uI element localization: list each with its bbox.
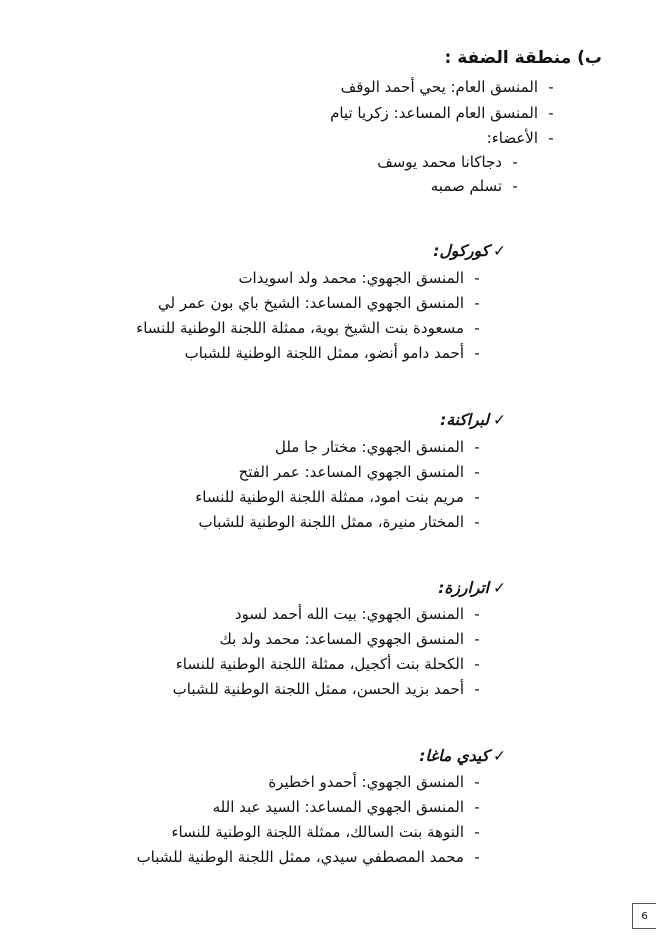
dash: - [474, 773, 480, 791]
dash: - [474, 513, 480, 531]
dash: - [474, 344, 480, 362]
section-b-title: ب) منطقة الضفة : [444, 48, 602, 68]
dash: - [474, 848, 480, 866]
region-heading: ✓اترارزة: [438, 579, 506, 597]
dash: - [474, 294, 480, 312]
list-item: -أحمد دامو أنضو، ممثل اللجنة الوطنية للشباب [185, 343, 490, 363]
dash: - [474, 605, 480, 623]
list-item: -المنسق الجهوي: بيت الله أحمد لسود [235, 604, 490, 624]
dash: - [474, 319, 480, 337]
list-item: -المنسق الجهوي المساعد: محمد ولد بك [220, 629, 491, 649]
dash: - [548, 129, 554, 147]
list-item: -مريم بنت امود، ممثلة اللجنة الوطنية للنساء [195, 487, 490, 507]
check-icon: ✓ [493, 747, 506, 765]
dash: - [512, 177, 518, 195]
list-item: -المنسق الجهوي المساعد: عمر الفتح [239, 462, 490, 482]
list-item: -أحمد بزيد الحسن، ممثل اللجنة الوطنية للشباب [173, 679, 490, 699]
list-item: -الكحلة بنت أكجيل، ممثلة اللجنة الوطنية للنساء [176, 654, 490, 674]
page-number: 6 [632, 903, 656, 929]
dash: - [474, 823, 480, 841]
section-b-coordinator: -المنسق العام: يحي أحمد الوقف [341, 77, 564, 97]
section-b-member: -دجاكانا محمد يوسف [377, 152, 528, 172]
list-item: -المنسق الجهوي: أحمدو اخطيرة [268, 772, 490, 792]
dash: - [474, 463, 480, 481]
list-item: -المنسق الجهوي: مختار جا ملل [275, 437, 490, 457]
region-heading: ✓كوركول: [433, 242, 506, 260]
dash: - [474, 488, 480, 506]
list-item: -محمد المصطفي سيدي، ممثل اللجنة الوطنية للشباب [137, 847, 490, 867]
list-item: -المنسق الجهوي المساعد: السيد عبد الله [213, 797, 490, 817]
region-heading: ✓كيدي ماغا: [419, 747, 506, 765]
check-icon: ✓ [493, 242, 506, 260]
dash: - [474, 798, 480, 816]
list-item: -المنسق الجهوي المساعد: الشيخ باي بون عمر لي [158, 293, 490, 313]
list-item: -النوهة بنت السالك، ممثلة اللجنة الوطنية للنساء [171, 822, 490, 842]
section-b-members-label: -الأعضاء: [487, 128, 564, 148]
dash: - [474, 269, 480, 287]
dash: - [474, 630, 480, 648]
dash: - [548, 104, 554, 122]
check-icon: ✓ [493, 579, 506, 597]
dash: - [512, 153, 518, 171]
dash: - [474, 438, 480, 456]
dash: - [474, 655, 480, 673]
list-item: -المنسق الجهوي: محمد ولد اسويدات [238, 268, 490, 288]
list-item: -مسعودة بنت الشيخ بوية، ممثلة اللجنة الوطنية للنساء [136, 318, 490, 338]
section-b-assistant: -المنسق العام المساعد: زكريا تيام [330, 103, 564, 123]
section-b-member: -تسلم صمبه [431, 176, 528, 196]
check-icon: ✓ [493, 411, 506, 429]
region-heading: ✓لبراكنة: [440, 411, 506, 429]
dash: - [548, 78, 554, 96]
list-item: -المختار منيرة، ممثل اللجنة الوطنية للشباب [198, 512, 490, 532]
dash: - [474, 680, 480, 698]
